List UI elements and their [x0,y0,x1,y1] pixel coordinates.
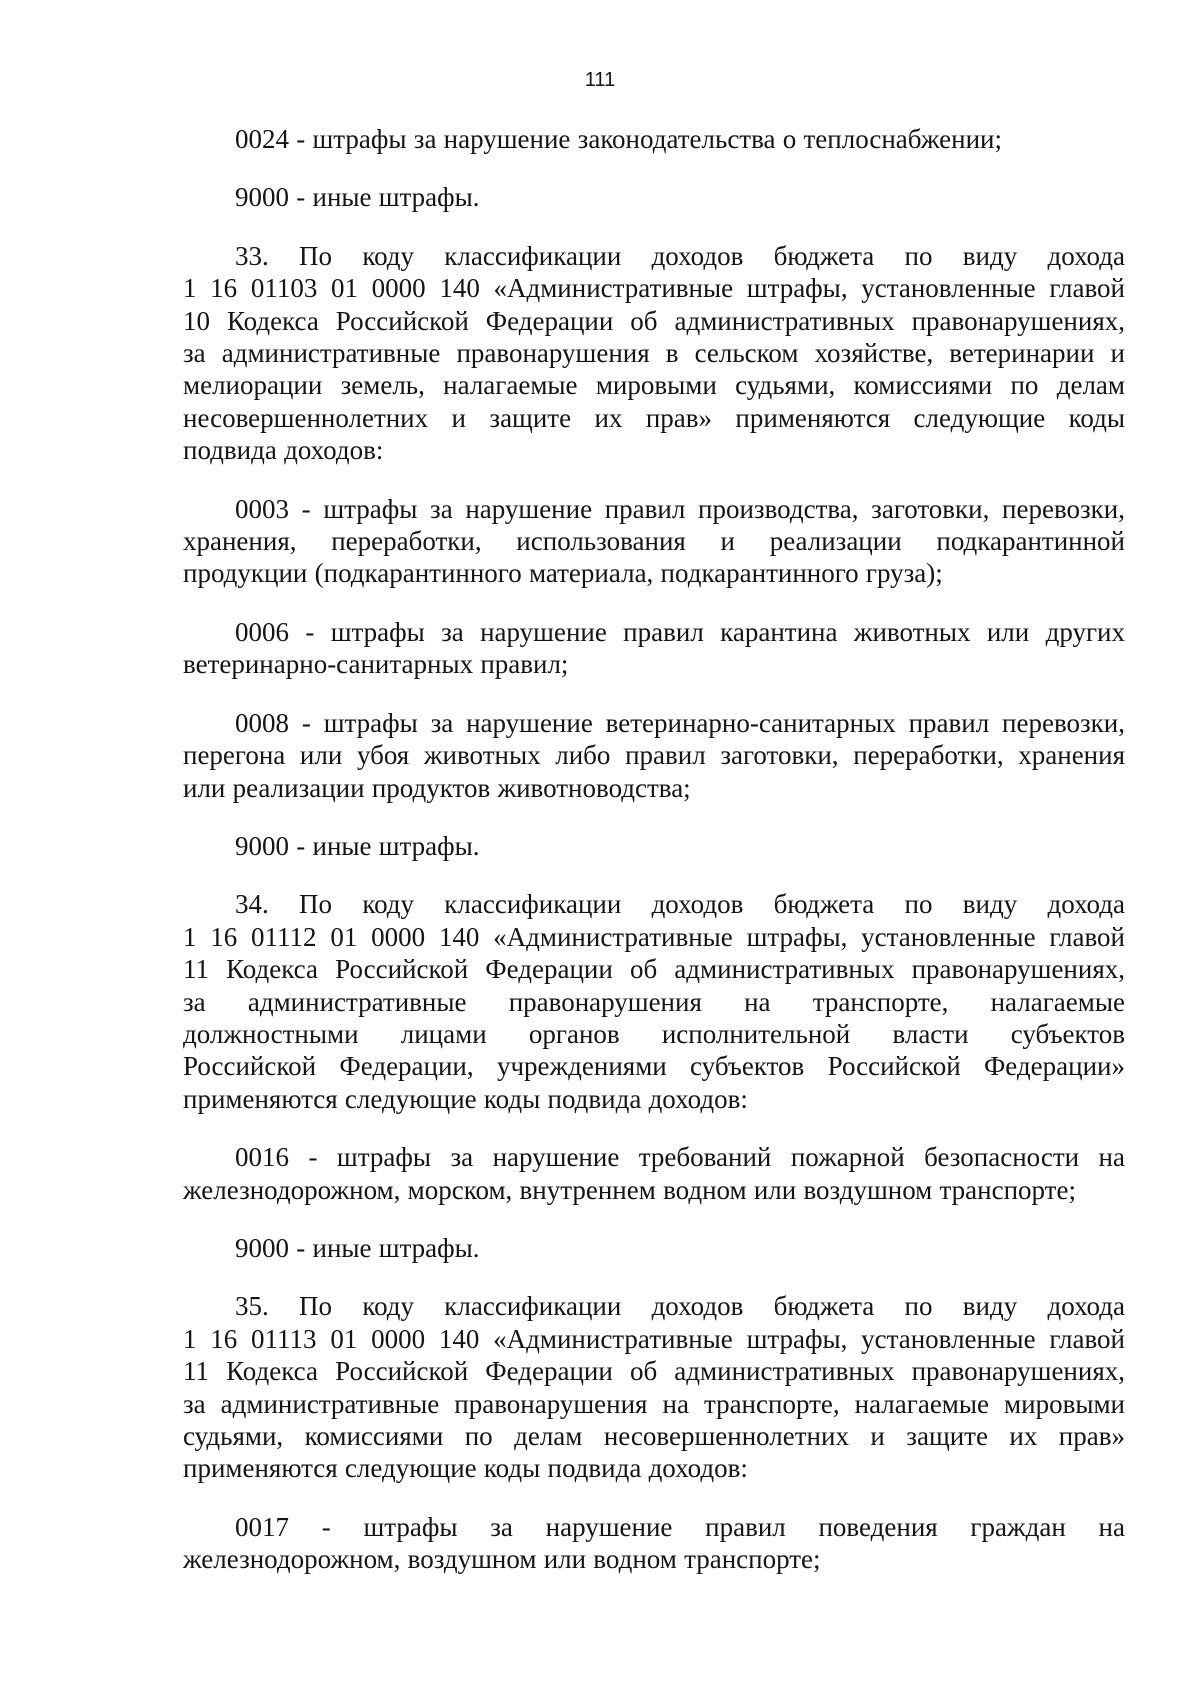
paragraph [183,123,1125,155]
paragraph-line: 0024 - штрафы за нарушение законодательства о теплоснабжении; [235,124,1002,154]
paragraph-line: 33. По коду классификации доходов бюджета по виду дохода [235,240,1125,271]
paragraph-line: перегона или убоя животных либо правил заготовки, переработки, хранения [183,740,1125,771]
paragraph-line: 0003 - штрафы за нарушение правил производства, заготовки, перевозки, [235,493,1125,524]
paragraph-line: 34. По коду классификации доходов бюджета по виду дохода [235,889,1125,920]
paragraph-line: применяются следующие коды подвида доходов: [183,1083,748,1114]
paragraph-line: 1 16 01113 01 0000 140 «Административные штрафы, установленные главой [183,1323,1125,1354]
paragraph-line: несовершеннолетних и защите их прав» применяются следующие коды [183,402,1125,433]
paragraph-line: железнодорожном, воздушном или водном транспорте; [183,1544,821,1575]
paragraph-line: судьями, комиссиями по делам несовершеннолетних и защите их прав» [183,1421,1125,1451]
paragraph-line: за административные правонарушения на транспорте, налагаемые [183,986,1125,1017]
paragraph [183,707,1125,804]
paragraph-line: Российской Федерации, учреждениями субъектов Российской Федерации» [183,1051,1125,1082]
paragraph-line: 0017 - штрафы за нарушение правил поведения граждан на [235,1511,1125,1542]
paragraph-line: 0006 - штрафы за нарушение правил карантина животных или других [235,616,1125,647]
paragraph-line: ветеринарно-санитарных правил; [183,649,569,680]
paragraph-line: 9000 - иные штрафы. [235,830,480,861]
paragraph-line: должностными лицами органов исполнительной власти субъектов [183,1018,1125,1049]
paragraph-line: 1 16 01112 01 0000 140 «Административные штрафы, установленные главой [183,921,1125,952]
paragraph-line: мелиорации земель, налагаемые мировыми судьями, комиссиями по делам [183,370,1125,401]
paragraph-line: 9000 - иные штрафы. [235,1232,480,1263]
paragraph-line: железнодорожном, морском, внутреннем водном или воздушном транспорте; [183,1174,1076,1205]
paragraph-line: 35. По коду классификации доходов бюджета по виду дохода [235,1291,1125,1322]
paragraph [183,1232,1125,1264]
paragraph [183,1511,1125,1576]
paragraph [183,493,1125,590]
paragraph-line: хранения, переработки, использования и реализации подкарантинной [183,526,1125,557]
paragraph-line: за административные правонарушения в сельском хозяйстве, ветеринарии и [183,338,1125,369]
paragraph [183,1141,1125,1206]
document-body [183,123,1125,1602]
paragraph [183,888,1125,1115]
paragraph-line: или реализации продуктов животноводства; [183,772,691,803]
paragraph-line: 10 Кодекса Российской Федерации об административных правонарушениях, [183,305,1125,336]
paragraph-line: применяются следующие коды подвида доходов: [183,1453,748,1484]
paragraph [183,616,1125,681]
paragraph-line: 11 Кодекса Российской Федерации об административных правонарушениях, [183,954,1125,985]
paragraph-line: 11 Кодекса Российской Федерации об административных правонарушениях, [183,1356,1125,1387]
paragraph-line: продукции (подкарантинного материала, подкарантинного груза); [183,558,943,589]
paragraph [183,830,1125,862]
paragraph-line: 9000 - иные штрафы. [235,182,480,213]
paragraph-line: 0008 - штрафы за нарушение ветеринарно-санитарных правил перевозки, [235,707,1125,738]
paragraph-line: 0016 - штрафы за нарушение требований пожарной безопасности на [235,1142,1125,1173]
paragraph [183,240,1125,467]
paragraph-line: за административные правонарушения на транспорте, налагаемые мировыми [183,1388,1125,1419]
page-number: 111 [584,69,616,91]
paragraph [183,1290,1125,1484]
paragraph-line: 1 16 01103 01 0000 140 «Административные штрафы, установленные главой [183,273,1125,304]
paragraph [183,181,1125,213]
paragraph-line: подвида доходов: [183,435,384,466]
